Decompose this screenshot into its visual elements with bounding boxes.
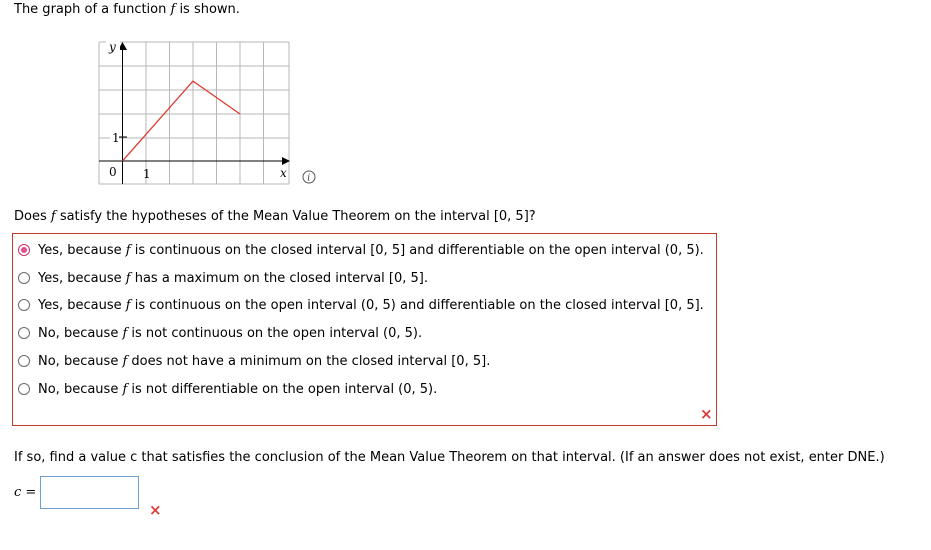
radio-button-5[interactable]: [18, 355, 30, 367]
x-tick-label: 1: [143, 167, 151, 181]
svg-text:i: i: [307, 173, 311, 184]
radio-button-4[interactable]: [18, 327, 30, 339]
function-curve: [123, 81, 241, 161]
option-text-4: No, because f is not continuous on the open interval (0, 5).: [38, 325, 423, 341]
x-axis-label: x: [280, 166, 287, 180]
c-label: c =: [14, 485, 37, 500]
option-3[interactable]: [18, 295, 704, 315]
option-text-6: No, because f is not differentiable on the open interval (0, 5).: [38, 381, 438, 397]
option-1[interactable]: [18, 240, 704, 260]
c-input[interactable]: [40, 476, 139, 509]
c-incorrect-x-icon: ×: [149, 501, 162, 519]
option-text-3: Yes, because f is continuous on the open interval (0, 5) and differentiable on the closed interval [0, 5].: [38, 297, 704, 313]
answer-options-box: [12, 233, 717, 426]
radio-button-1[interactable]: [18, 244, 30, 256]
y-tick-label: 1: [112, 131, 120, 145]
y-axis-label: y: [109, 40, 116, 54]
radio-button-6[interactable]: [18, 383, 30, 395]
option-text-5: No, because f does not have a minimum on the closed interval [0, 5].: [38, 353, 491, 369]
option-2[interactable]: [18, 268, 428, 288]
option-5[interactable]: [18, 351, 490, 371]
option-text-1: Yes, because f is continuous on the closed interval [0, 5] and differentiable on the open interval (0, 5).: [38, 242, 704, 258]
intro-text: The graph of a function f is shown.: [14, 2, 240, 17]
followup-text: If so, find a value c that satisfies the conclusion of the Mean Value Theorem on that interval. (If an answer does not exist, enter DNE.): [14, 450, 885, 465]
graph-grid: [99, 42, 289, 184]
info-icon[interactable]: [302, 170, 316, 184]
option-6[interactable]: [18, 379, 437, 399]
function-graph: [96, 40, 296, 190]
origin-label: 0: [109, 165, 117, 179]
option-text-2: Yes, because f has a maximum on the closed interval [0, 5].: [38, 270, 428, 286]
radio-button-2[interactable]: [18, 272, 30, 284]
option-4[interactable]: [18, 323, 422, 343]
question-text: Does f satisfy the hypotheses of the Mean Value Theorem on the interval [0, 5]?: [14, 209, 536, 224]
incorrect-x-icon: ×: [700, 405, 713, 423]
radio-button-3[interactable]: [18, 299, 30, 311]
